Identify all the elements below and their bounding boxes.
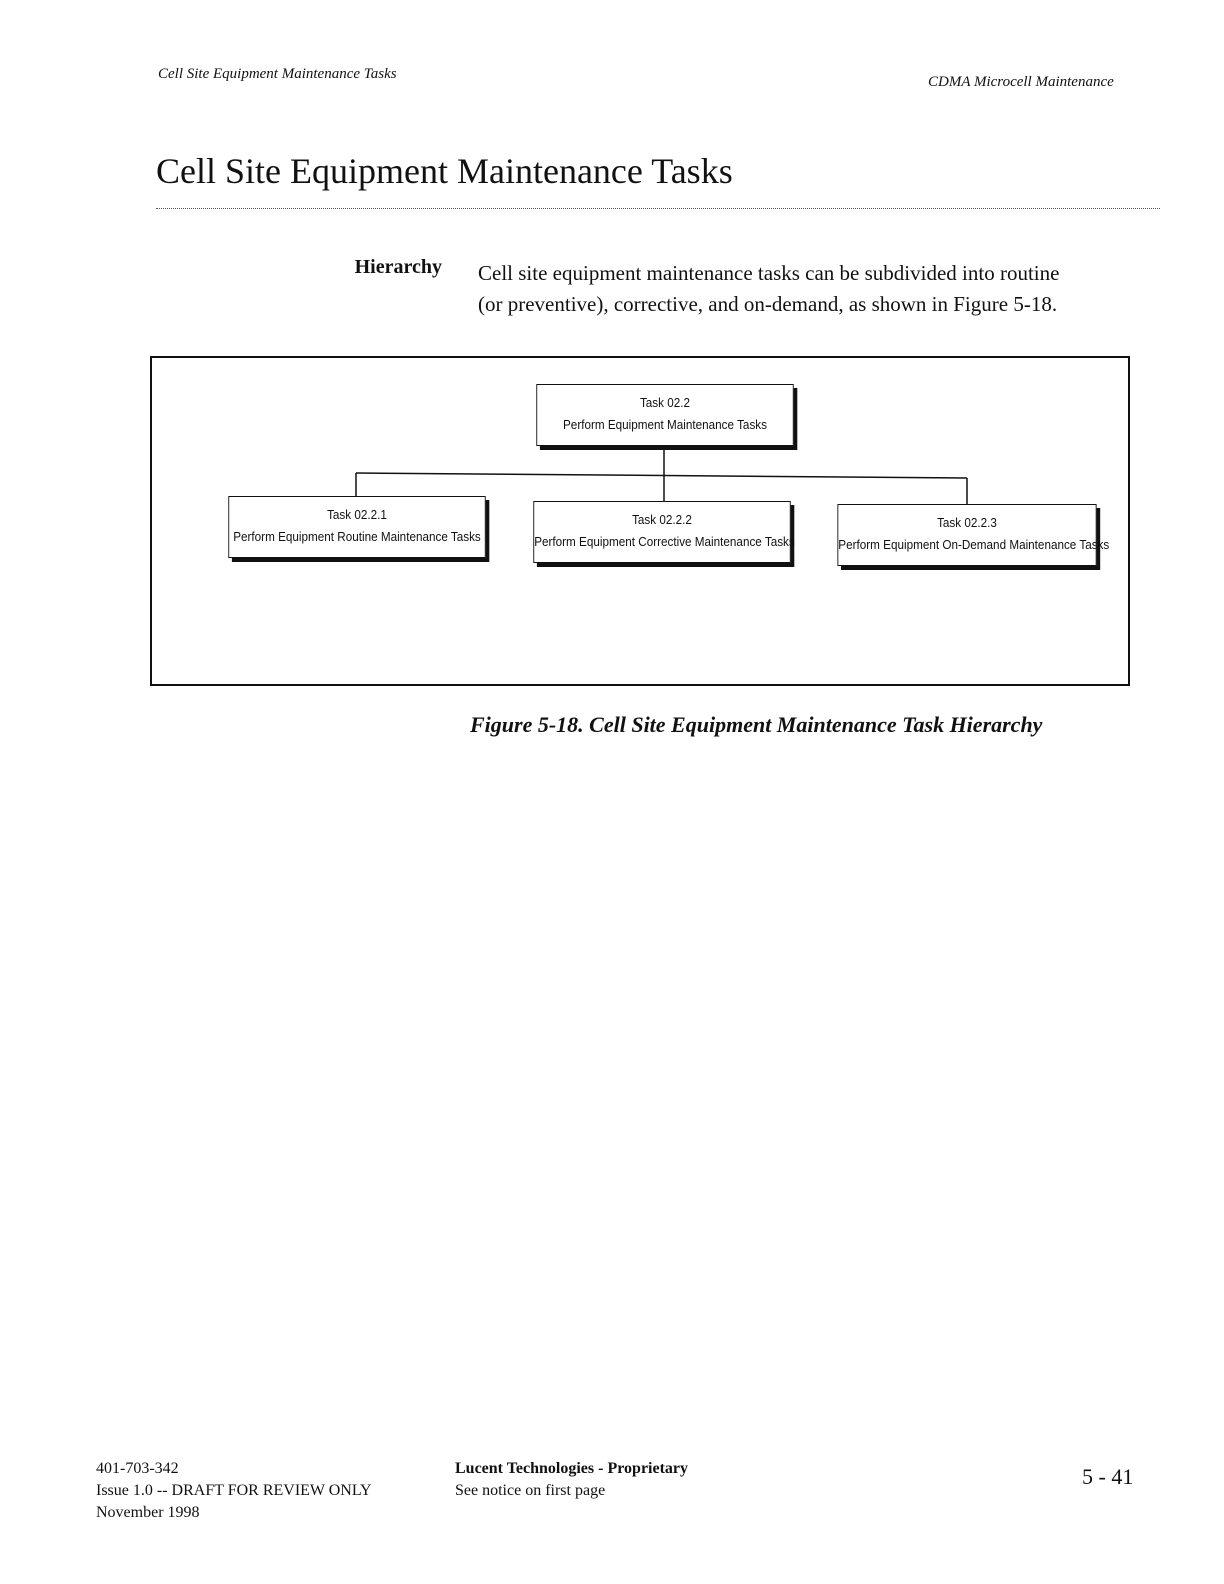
- notice-line: See notice on first page: [455, 1482, 606, 1499]
- task-id: Task 02.2.2: [632, 512, 692, 527]
- task-node-on-demand: [837, 504, 1110, 566]
- issue-line: Issue 1.0 -- DRAFT FOR REVIEW ONLY: [96, 1482, 372, 1499]
- task-label: Perform Equipment On-Demand Maintenance Tasks: [838, 537, 1110, 552]
- task-id: Task 02.2.3: [937, 515, 997, 530]
- company-proprietary: Lucent Technologies - Proprietary: [455, 1460, 689, 1477]
- horizontal-branch-line: [356, 473, 967, 478]
- task-node-root: [536, 384, 793, 446]
- task-label: Perform Equipment Maintenance Tasks: [563, 417, 767, 432]
- page-number: 5 - 41: [1082, 1464, 1134, 1489]
- task-node-corrective: [533, 501, 795, 563]
- footer-center: [455, 1458, 688, 1502]
- task-label: Perform Equipment Routine Maintenance Tasks: [233, 529, 481, 544]
- running-header-right: CDMA Microcell Maintenance: [928, 74, 1114, 90]
- issue-date: November 1998: [96, 1504, 200, 1521]
- body-line-2: (or preventive), corrective, and on-demand, as shown in Figure 5-18.: [478, 292, 1058, 316]
- task-label: Perform Equipment Corrective Maintenance Tasks: [534, 534, 795, 549]
- running-header-left: Cell Site Equipment Maintenance Tasks: [158, 66, 397, 82]
- side-heading: Hierarchy: [354, 256, 442, 278]
- section-title: Cell Site Equipment Maintenance Tasks: [156, 151, 733, 191]
- doc-number: 401-703-342: [96, 1460, 179, 1477]
- task-node-routine: [228, 496, 485, 558]
- body-line-1: Cell site equipment maintenance tasks can be subdivided into routine: [478, 261, 1060, 285]
- figure-caption: Figure 5-18. Cell Site Equipment Maintenance Task Hierarchy: [470, 712, 1043, 737]
- task-id: Task 02.2: [639, 395, 691, 410]
- footer-left: [96, 1458, 372, 1524]
- connector-lines: [0, 0, 1224, 720]
- task-id: Task 02.2.1: [327, 507, 387, 522]
